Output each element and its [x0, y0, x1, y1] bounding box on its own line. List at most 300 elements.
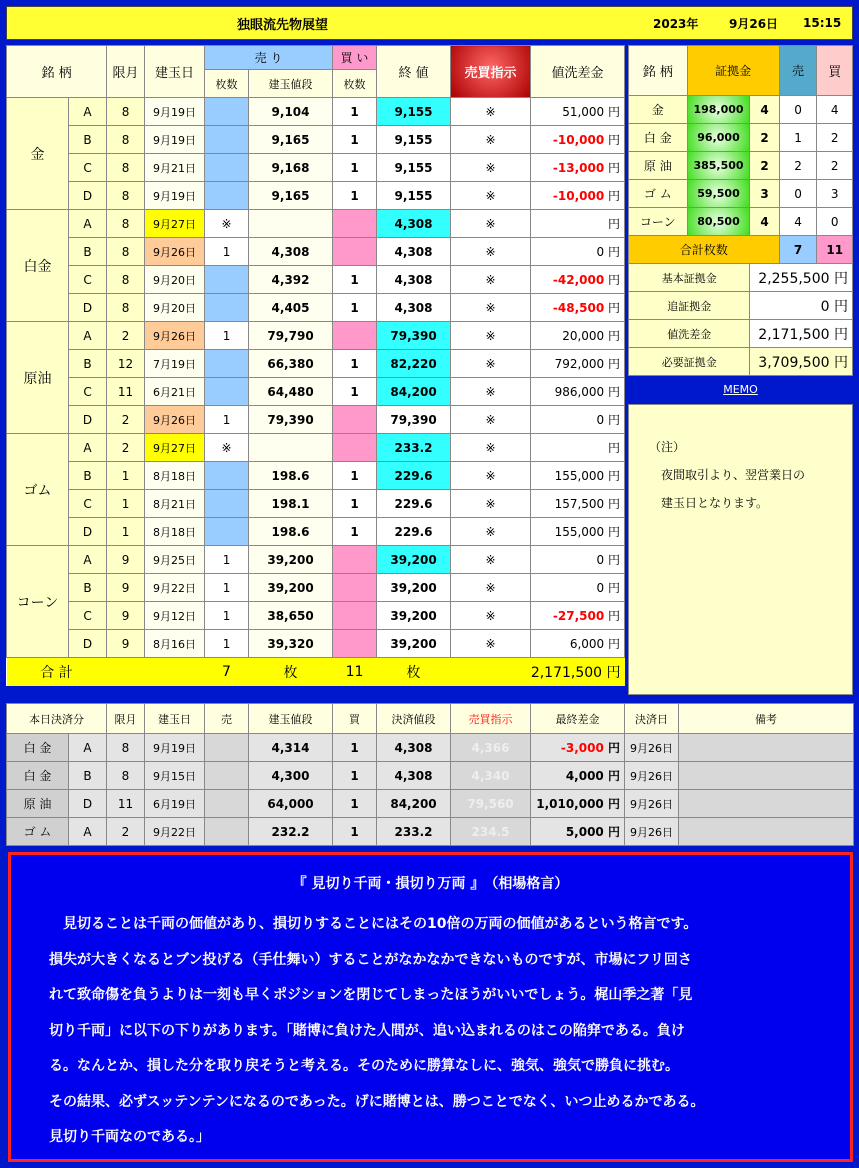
header-bar [6, 6, 853, 40]
settle-header: 決済値段 [377, 704, 451, 734]
proverb-line: 見切り千両なのである。」 [49, 1129, 210, 1145]
price-diff [531, 406, 625, 434]
settle-month: 8 [107, 762, 145, 790]
settle-final-value: 5,000 [565, 825, 604, 839]
price-diff [531, 630, 625, 658]
settle-final [531, 762, 625, 790]
summary-row [629, 348, 853, 376]
margin-row [629, 208, 853, 236]
total-buy: 11 [333, 658, 377, 686]
instruction-mark: ※ [451, 630, 531, 658]
buy-count [333, 546, 377, 574]
diff-value: 51,000 [562, 105, 605, 119]
col-header-buy: 買 い [333, 46, 377, 70]
settle-note [679, 762, 854, 790]
close-price: 39,200 [377, 574, 451, 602]
summary-label: 値洗差金 [629, 320, 750, 348]
margin-sell: 0 [779, 96, 817, 124]
total-diff: 2,171,500 円 [531, 658, 625, 686]
position-month: 2 [107, 434, 145, 462]
margin-total-buy: 11 [817, 236, 853, 264]
diff-value: 0 [596, 245, 605, 259]
entry-price: 79,790 [249, 322, 333, 350]
close-price: 79,390 [377, 406, 451, 434]
close-price: 39,200 [377, 546, 451, 574]
col-header-diff: 値洗差金 [531, 46, 625, 98]
instruction-mark: ※ [451, 574, 531, 602]
buy-count [333, 434, 377, 462]
settle-final-unit: 円 [607, 769, 620, 783]
margin-value: 198,000 [687, 96, 750, 124]
position-row [7, 294, 625, 322]
settle-header: 備考 [679, 704, 854, 734]
position-date: 9月19日 [145, 126, 205, 154]
instruction-mark: ※ [451, 238, 531, 266]
settle-month: 11 [107, 790, 145, 818]
margin-header-name: 銘 柄 [629, 46, 688, 96]
settle-sell [205, 818, 249, 846]
position-date: 9月26日 [145, 322, 205, 350]
position-date: 9月22日 [145, 574, 205, 602]
position-label: A [69, 434, 107, 462]
sell-count: 1 [205, 406, 249, 434]
position-date: 9月12日 [145, 602, 205, 630]
summary-value [750, 264, 853, 292]
settle-buy: 1 [333, 818, 377, 846]
close-price: 4,308 [377, 294, 451, 322]
col-header-name: 銘 柄 [7, 46, 107, 98]
price-diff [531, 490, 625, 518]
summary-unit: 円 [834, 326, 848, 343]
settle-header: 建玉日 [145, 704, 205, 734]
settlement-table [6, 703, 854, 846]
diff-value: 0 [596, 581, 605, 595]
price-diff [531, 322, 625, 350]
summary-amount: 0 [820, 298, 830, 315]
position-date: 9月26日 [145, 238, 205, 266]
settle-note [679, 790, 854, 818]
settle-row [7, 734, 854, 762]
settle-final-value: -3,000 [560, 741, 604, 755]
entry-price: 38,650 [249, 602, 333, 630]
col-header-close: 終 値 [377, 46, 451, 98]
entry-price: 9,104 [249, 98, 333, 126]
settle-name: 白 金 [7, 762, 69, 790]
price-diff [531, 350, 625, 378]
close-price: 9,155 [377, 98, 451, 126]
buy-count: 1 [333, 490, 377, 518]
entry-price [249, 434, 333, 462]
margin-sell: 4 [779, 208, 817, 236]
sell-count [205, 350, 249, 378]
margin-total-label: 合計枚数 [629, 236, 780, 264]
margin-value: 385,500 [687, 152, 750, 180]
diff-unit: 円 [608, 553, 621, 567]
commodity-name: コーン [7, 546, 69, 658]
position-label: C [69, 602, 107, 630]
buy-count: 1 [333, 126, 377, 154]
commodity-name: 金 [7, 98, 69, 210]
position-row [7, 406, 625, 434]
settle-instruction: 234.5 [451, 818, 531, 846]
positions-table [6, 45, 625, 686]
position-label: C [69, 378, 107, 406]
settle-final-unit: 円 [607, 797, 620, 811]
settle-instruction: 79,560 [451, 790, 531, 818]
position-date: 8月18日 [145, 462, 205, 490]
entry-price: 4,308 [249, 238, 333, 266]
header-date: 9月26日 [729, 16, 779, 31]
position-month: 1 [107, 462, 145, 490]
settle-buy: 1 [333, 762, 377, 790]
entry-price [249, 210, 333, 238]
settle-final [531, 818, 625, 846]
memo-link[interactable]: MEMO [628, 378, 853, 402]
settle-header: 最終差金 [531, 704, 625, 734]
position-label: A [69, 210, 107, 238]
settle-header: 建玉値段 [249, 704, 333, 734]
summary-unit: 円 [834, 270, 848, 287]
summary-label: 追証拠金 [629, 292, 750, 320]
settle-price: 64,000 [249, 790, 333, 818]
entry-price: 66,380 [249, 350, 333, 378]
settle-header: 売 [205, 704, 249, 734]
commodity-name: ゴム [7, 434, 69, 546]
close-price: 229.6 [377, 462, 451, 490]
margin-header-sell: 売 [779, 46, 817, 96]
buy-count [333, 630, 377, 658]
diff-unit: 円 [608, 385, 621, 399]
summary-amount: 2,171,500 [758, 326, 830, 343]
buy-count: 1 [333, 98, 377, 126]
proverb-body [49, 907, 809, 1156]
sell-count [205, 126, 249, 154]
proverb-line: る。なんとか、損した分を取り戻そうと考える。そのために勝算なしに、強気、強気で勝負に挑む。 [49, 1058, 679, 1074]
position-month: 9 [107, 602, 145, 630]
price-diff [531, 182, 625, 210]
settle-close: 4,308 [377, 762, 451, 790]
position-row [7, 266, 625, 294]
entry-price: 39,200 [249, 574, 333, 602]
diff-value: -42,000 [552, 273, 605, 287]
position-date: 9月27日 [145, 210, 205, 238]
position-label: A [69, 98, 107, 126]
proverb-panel [8, 852, 853, 1162]
summary-value [750, 292, 853, 320]
position-month: 2 [107, 322, 145, 350]
price-diff [531, 154, 625, 182]
settle-final-value: 4,000 [565, 769, 604, 783]
position-date: 9月27日 [145, 434, 205, 462]
instruction-mark: ※ [451, 210, 531, 238]
proverb-line: 損失が大きくなるとブン投げる（手仕舞い）することがなかなかできないものですが、市場にフリ回さ [49, 951, 692, 968]
sell-count: 1 [205, 630, 249, 658]
settle-row [7, 818, 854, 846]
settle-label: A [69, 734, 107, 762]
diff-unit: 円 [608, 357, 621, 371]
settle-final-value: 1,010,000 [536, 797, 604, 811]
total-buy-unit: 枚 [377, 658, 451, 686]
settle-label: D [69, 790, 107, 818]
position-row [7, 630, 625, 658]
total-sell-unit: 枚 [249, 658, 333, 686]
instruction-mark: ※ [451, 266, 531, 294]
position-month: 12 [107, 350, 145, 378]
diff-value: 20,000 [562, 329, 605, 343]
settle-row [7, 790, 854, 818]
position-date: 9月19日 [145, 182, 205, 210]
instruction-mark: ※ [451, 294, 531, 322]
header-year: 2023年 [653, 16, 699, 31]
proverb-title: 『 見切り千両・損切り万両 』 （相場格言） [292, 876, 569, 892]
settle-sell [205, 734, 249, 762]
instruction-mark: ※ [451, 602, 531, 630]
position-month: 9 [107, 630, 145, 658]
header-time: 15:15 [803, 16, 842, 30]
settle-day: 9月26日 [625, 818, 679, 846]
position-label: D [69, 630, 107, 658]
price-diff [531, 378, 625, 406]
settle-day: 9月26日 [625, 734, 679, 762]
position-row [7, 98, 625, 126]
sell-count [205, 518, 249, 546]
diff-unit: 円 [608, 273, 621, 287]
settle-label: B [69, 762, 107, 790]
entry-price: 64,480 [249, 378, 333, 406]
price-diff [531, 574, 625, 602]
position-date: 9月25日 [145, 546, 205, 574]
summary-value [750, 320, 853, 348]
proverb-line: 切り千両」に以下の下りがあります。「賭博に負けた人間が、追い込まれるのはこの陥穽である。負け [49, 1022, 685, 1039]
position-label: B [69, 238, 107, 266]
margin-count: 2 [750, 124, 779, 152]
margin-row [629, 96, 853, 124]
buy-count [333, 238, 377, 266]
diff-unit: 円 [608, 413, 621, 427]
close-price: 229.6 [377, 490, 451, 518]
position-label: C [69, 490, 107, 518]
position-date: 9月19日 [145, 98, 205, 126]
diff-unit: 円 [608, 217, 621, 231]
position-label: B [69, 462, 107, 490]
total-sell: 7 [205, 658, 249, 686]
settle-sell [205, 762, 249, 790]
margin-name: 白 金 [629, 124, 688, 152]
position-label: D [69, 182, 107, 210]
margin-buy: 2 [817, 152, 853, 180]
settle-header: 売買指示 [451, 704, 531, 734]
settle-header: 買 [333, 704, 377, 734]
margin-count: 4 [750, 96, 779, 124]
position-month: 8 [107, 182, 145, 210]
sell-count: ※ [205, 434, 249, 462]
price-diff [531, 462, 625, 490]
position-row [7, 210, 625, 238]
margin-sell: 1 [779, 124, 817, 152]
position-date: 9月21日 [145, 154, 205, 182]
entry-price: 9,165 [249, 182, 333, 210]
price-diff [531, 210, 625, 238]
diff-value: 155,000 [554, 469, 605, 483]
position-row [7, 546, 625, 574]
memo-line: （注） [649, 440, 686, 454]
diff-unit: 円 [608, 525, 621, 539]
entry-price: 198.6 [249, 518, 333, 546]
position-month: 8 [107, 126, 145, 154]
entry-price: 79,390 [249, 406, 333, 434]
settle-close: 4,308 [377, 734, 451, 762]
summary-amount: 3,709,500 [758, 354, 830, 371]
buy-count: 1 [333, 266, 377, 294]
proverb-line: 見切ることは千両の価値があり、損切りすることにはその10倍の万両の価値があるという格言です。 [49, 916, 698, 932]
instruction-mark: ※ [451, 462, 531, 490]
entry-price: 9,165 [249, 126, 333, 154]
position-month: 8 [107, 238, 145, 266]
summary-label: 基本証拠金 [629, 264, 750, 292]
buy-count [333, 574, 377, 602]
diff-unit: 円 [608, 581, 621, 595]
position-label: C [69, 266, 107, 294]
buy-count: 1 [333, 350, 377, 378]
diff-unit: 円 [608, 609, 621, 623]
close-price: 82,220 [377, 350, 451, 378]
proverb-line: れて致命傷を負うよりは一刻も早くポジションを閉じてしまったほうがいいでしょう。梶山季之著「見 [49, 987, 693, 1003]
margin-value: 96,000 [687, 124, 750, 152]
diff-unit: 円 [608, 637, 621, 651]
settle-final-unit: 円 [607, 741, 620, 755]
sell-count [205, 98, 249, 126]
col-header-price: 建玉値段 [249, 70, 333, 98]
diff-unit: 円 [608, 133, 621, 147]
close-price: 9,155 [377, 126, 451, 154]
memo-line: 夜間取引より、翌営業日の [661, 468, 806, 482]
diff-unit: 円 [608, 469, 621, 483]
position-row [7, 602, 625, 630]
settle-row [7, 762, 854, 790]
summary-unit: 円 [834, 298, 848, 315]
position-month: 8 [107, 294, 145, 322]
margin-buy: 2 [817, 124, 853, 152]
settle-name: ゴ ム [7, 818, 69, 846]
close-price: 229.6 [377, 518, 451, 546]
settle-date: 9月19日 [145, 734, 205, 762]
diff-unit: 円 [608, 105, 621, 119]
price-diff [531, 238, 625, 266]
col-header-sell: 売 り [205, 46, 333, 70]
buy-count [333, 322, 377, 350]
position-date: 9月20日 [145, 294, 205, 322]
position-month: 8 [107, 154, 145, 182]
instruction-mark: ※ [451, 406, 531, 434]
position-row [7, 182, 625, 210]
position-label: B [69, 126, 107, 154]
settle-month: 2 [107, 818, 145, 846]
price-diff [531, 126, 625, 154]
margin-sell: 0 [779, 180, 817, 208]
position-month: 9 [107, 574, 145, 602]
position-label: D [69, 406, 107, 434]
summary-label: 必要証拠金 [629, 348, 750, 376]
close-price: 9,155 [377, 182, 451, 210]
trade-instruction-button[interactable]: 売買指示 [451, 46, 531, 98]
close-price: 39,200 [377, 630, 451, 658]
diff-value: -10,000 [552, 133, 605, 147]
position-row [7, 126, 625, 154]
diff-unit: 円 [608, 441, 621, 455]
col-header-date: 建玉日 [145, 46, 205, 98]
position-row [7, 238, 625, 266]
price-diff [531, 546, 625, 574]
close-price: 4,308 [377, 266, 451, 294]
settle-sell [205, 790, 249, 818]
position-month: 8 [107, 266, 145, 294]
total-label: 合 計 [7, 658, 107, 686]
buy-count: 1 [333, 294, 377, 322]
diff-unit: 円 [608, 497, 621, 511]
position-date: 6月21日 [145, 378, 205, 406]
settle-final [531, 790, 625, 818]
buy-count: 1 [333, 378, 377, 406]
diff-unit: 円 [608, 189, 621, 203]
buy-count [333, 602, 377, 630]
diff-value: 986,000 [554, 385, 605, 399]
position-month: 1 [107, 490, 145, 518]
settle-date: 9月15日 [145, 762, 205, 790]
diff-value: -48,500 [552, 301, 605, 315]
settle-header: 決済日 [625, 704, 679, 734]
position-month: 8 [107, 98, 145, 126]
settle-name: 原 油 [7, 790, 69, 818]
close-price: 4,308 [377, 238, 451, 266]
position-month: 8 [107, 210, 145, 238]
diff-value: 6,000 [569, 637, 605, 651]
buy-count [333, 210, 377, 238]
entry-price: 198.6 [249, 462, 333, 490]
settle-close: 84,200 [377, 790, 451, 818]
col-header-buy-count: 枚数 [333, 70, 377, 98]
margin-name: ゴ ム [629, 180, 688, 208]
margin-buy: 0 [817, 208, 853, 236]
diff-value: -27,500 [552, 609, 605, 623]
position-row [7, 434, 625, 462]
position-label: B [69, 350, 107, 378]
sell-count [205, 378, 249, 406]
summary-value [750, 348, 853, 376]
settle-label: A [69, 818, 107, 846]
entry-price: 39,200 [249, 546, 333, 574]
diff-value: 157,500 [554, 497, 605, 511]
margin-count: 4 [750, 208, 779, 236]
instruction-mark: ※ [451, 434, 531, 462]
instruction-mark: ※ [451, 546, 531, 574]
diff-value: 792,000 [554, 357, 605, 371]
position-month: 11 [107, 378, 145, 406]
settle-month: 8 [107, 734, 145, 762]
margin-sell: 2 [779, 152, 817, 180]
position-row [7, 490, 625, 518]
position-label: A [69, 322, 107, 350]
instruction-mark: ※ [451, 322, 531, 350]
margin-name: コーン [629, 208, 688, 236]
col-header-month: 限月 [107, 46, 145, 98]
margin-total-sell: 7 [779, 236, 817, 264]
buy-count: 1 [333, 182, 377, 210]
settle-buy: 1 [333, 734, 377, 762]
position-date: 8月16日 [145, 630, 205, 658]
summary-amount: 2,255,500 [758, 270, 830, 287]
settle-price: 4,314 [249, 734, 333, 762]
position-month: 9 [107, 546, 145, 574]
